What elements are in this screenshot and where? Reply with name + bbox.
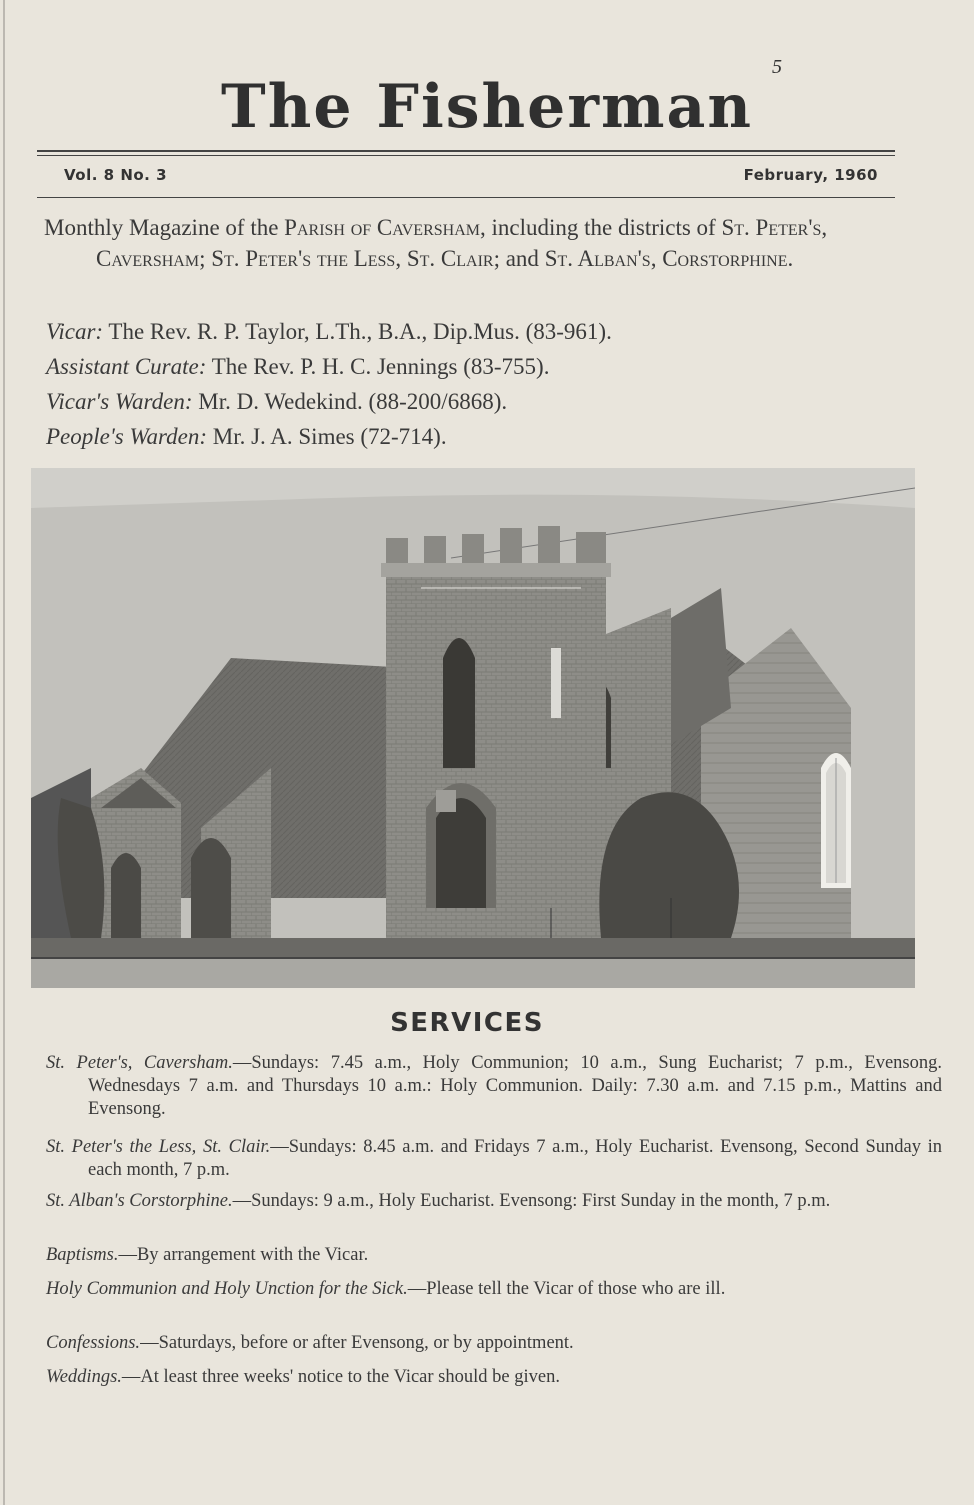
service-entry [46, 1278, 942, 1301]
service-lead: St. Peter's, Caversham. [46, 1053, 233, 1073]
officer-assistant-curate [46, 349, 906, 384]
service-entry [46, 1366, 942, 1389]
top-rule-thin [37, 155, 895, 156]
service-lead: St. Alban's Corstorphine. [46, 1191, 233, 1211]
service-entry [46, 1332, 942, 1355]
church-photograph [31, 468, 915, 988]
separator: ; and [493, 246, 545, 271]
officer-role: Vicar: [46, 319, 104, 344]
service-text: —At least three weeks' notice to the Vicar should be given. [121, 1367, 560, 1387]
intro-text: Monthly Magazine of the [44, 215, 285, 240]
service-lead: Baptisms. [46, 1245, 119, 1265]
officer-details: The Rev. P. H. C. Jennings (83-755). [206, 354, 550, 379]
service-text: —By arrangement with the Vicar. [118, 1245, 369, 1265]
officer-role: People's Warden: [46, 424, 207, 449]
magazine-description [44, 212, 900, 274]
service-lead: St. Peter's the Less, St. Clair. [46, 1137, 271, 1157]
officer-details: Mr. D. Wedekind. (88-200/6868). [192, 389, 508, 414]
service-entry [46, 1244, 942, 1267]
intro-text: , including the districts of [480, 215, 722, 240]
service-entry [46, 1136, 942, 1182]
service-lead: Holy Communion and Holy Unction for the Sick. [46, 1279, 408, 1299]
page-number: 5 [772, 56, 782, 78]
service-entry [46, 1052, 942, 1121]
service-text: —Sundays: 7.45 a.m., Holy Communion; 10 a.m., Sung Eucharist; 7 p.m., Evensong. Wednesdays 7 a.m. and Thursdays 10 a.m.: Holy Communion. Daily: 7.30 a.m. and 7.15 p.m., Mattins and Evensong. [88, 1053, 942, 1119]
service-text: —Sundays: 9 a.m., Holy Eucharist. Evensong: First Sunday in the month, 7 p.m. [232, 1191, 831, 1211]
parish-name: Parish of Caversham [284, 215, 480, 240]
top-rule [37, 150, 895, 152]
services-heading: SERVICES [390, 1008, 544, 1038]
officer-peoples-warden [46, 419, 906, 454]
officer-role: Assistant Curate: [46, 354, 207, 379]
district-name: St. Peter's the Less, St. Clair [211, 246, 494, 271]
district-name: St. Alban's, Corstorphine [544, 246, 788, 271]
service-lead: Confessions. [46, 1333, 141, 1353]
service-lead: Weddings. [46, 1367, 122, 1387]
officer-details: The Rev. R. P. Taylor, L.Th., B.A., Dip.Mus. (83-961). [103, 319, 612, 344]
officer-vicars-warden [46, 384, 906, 419]
district-name: St. Peter's, Caversham [96, 215, 828, 271]
service-entry [46, 1190, 942, 1213]
separator: ; [199, 246, 212, 271]
bottom-rule [37, 197, 895, 198]
service-text: —Saturdays, before or after Evensong, or by appointment. [140, 1333, 574, 1353]
binding-edge [3, 0, 5, 1505]
service-text: —Sundays: 8.45 a.m. and Fridays 7 a.m., Holy Eucharist. Evensong, Second Sunday in each month, 7 p.m. [88, 1137, 942, 1180]
officer-role: Vicar's Warden: [46, 389, 193, 414]
issue-date: February, 1960 [743, 166, 878, 184]
parish-officers [46, 314, 906, 454]
intro-end: . [787, 246, 794, 271]
masthead-title: The Fisherman [221, 72, 753, 142]
officer-details: Mr. J. A. Simes (72-714). [207, 424, 447, 449]
officer-vicar [46, 314, 906, 349]
service-text: —Please tell the Vicar of those who are ill. [407, 1279, 726, 1299]
volume-number: Vol. 8 No. 3 [64, 166, 168, 184]
church-illustration [31, 468, 915, 988]
